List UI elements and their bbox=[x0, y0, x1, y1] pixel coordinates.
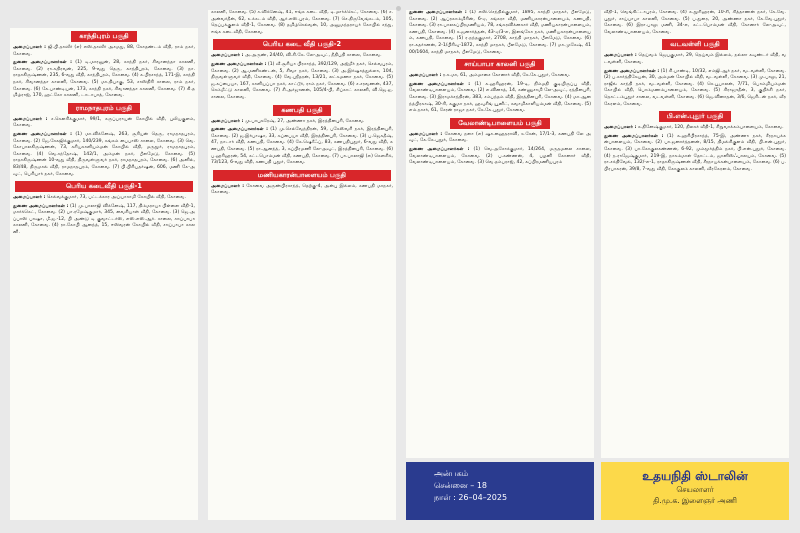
member-entry bbox=[13, 117, 195, 130]
entry-text: (1) சி.பாண்டி, 10/32, எம்ஜி.ஆர் நகர், வடவள்ளி, கோவை. (2) ப.கார்த்திகேயன், 30, அம்மன் கோயில் வீதி, வடவள்ளி, கோவை. (3) மு.பாலு, 21, ராஜீவ் காந்தி நகர், வடவள்ளி, கோவை. (4) செ.பூபாலன், 7/71, பொம்மியம்மன் கோயில் வீதி, பொம்மணம்பாளையம், கோவை. (5) சிராஜுதீன், 3, குறிச்சி நகர், தொட்டம்புதூர் சாலை, வடவள்ளி, கோவை. (6) ஜெ.வினாதன், 3/6, ஜெரிடன் நகர், வீரகேரளம், கோவை. bbox=[604, 68, 786, 107]
signatory-role: செயலாளர் bbox=[676, 485, 714, 494]
role-label: துணை அமைப்பாளர்கள் : bbox=[13, 203, 69, 209]
entry-text: (1) டி.மாரனுன், 28, காந்தி நகர், சிவானந்தா காலனி, கோவை. (2) ரா.கதிரவன், 225, 9-வது தெரு, காந்திபுரம், கோவை. (3) நா.ராதாகிருஷ்ணன், 235, 6-வது வீதி, காந்திபுரம், கோவை. (4) க.பிரசாந்த், 171-இ, காந்தி நகர், சிவானந்தா காலனி, கோவை. (5) மா.தியாகு, 53, சாஸ்திரி சாலை, ராம் நகர், கோவை. (6) கே.பாண்டியன், 173, காந்தி நகர், சிவானந்தா காலனி, கோவை. (7) கி.தமிழ்ராஜ், 170, ஹட்கோ காலனி, டாடாபாத், கோவை. bbox=[13, 60, 195, 99]
entry-text: (1) சு.ஹரிபிரசாந்த், 75-இ, அண்ணா நகர், சீரநாயக்கன்பாளையம், கோவை. (2) பா.ஜனார்த்தனன், 8/15, திமல்சிகுளம் வீதி, பி.என்.புதூர், கோவை. (3) பா.கோகுலகண்ணன், 6-92, மும்மூர்த்திம் நகர், பி.என்.புதூர், கோவை. (4) ந.ராஜேஷ்குமார், 219-இ, நாகம்மாள் தோட்டம், ஜானிஸ்ஃபாலயம், கோவை. (5) ரா.சக்திவேல், 132/-எ-1, ராதாகிருஷ்ணன் வீதி, சீரநாயக்கன்பாளையம், கோவை. (6) ப.பிரபாகரன், 39/8, 7-வது வீதி, கோகுலம் காலனி, வீரகேரளம், கோவை. bbox=[604, 133, 787, 172]
section-heading: வடவள்ளி பகுதி bbox=[662, 39, 728, 50]
column-1 bbox=[10, 28, 198, 520]
role-label: அமைப்பாளர் : bbox=[604, 125, 637, 131]
column-4 bbox=[601, 10, 789, 458]
section-heading: சாய்பாபா காலனி பகுதி bbox=[456, 59, 543, 70]
role-label: துணை அமைப்பாளர்கள் : bbox=[604, 68, 660, 74]
member-entry bbox=[211, 53, 393, 60]
entry-text: (1) வீ.சூரியா பிரசாந்த், 392/129, அஜ்மீர் நகர், செல்வபுரம், கோவை. (2) ஆ.மணிகண்டன், 5, சிவா நகர், கோவை. (3) அ.இர்ஷாத்துல்லா, 104, திருவள்ளுவர் வீதி, கோவை. (4) வே.ஸ்ரீதரன், 13/21, லட்சுமணா நகர், கோவை. (5) ஜ.சுப்பையா, 167, காளியப்பா நகர், காட்டூர், ராம் நகர், கோவை. (6) ச.சரவணன், 437, செம்மீட்டு காலனி, கோவை. (7) சி.அர்ஜுனன், 105/4-பி, சிப்காட் காலனி, வி.ஜெ.ஐ. சாலை, கோவை. bbox=[211, 61, 393, 100]
role-label: துணை அமைப்பாளர்கள் : bbox=[13, 131, 72, 137]
member-entry bbox=[13, 132, 195, 178]
entry-text: (1) மா.விக்னேஷ், 263, சூரியன் தெரு, ராமநாதபுரம், கோவை. (2) ஜே.சேசுஜிக்குமார், 140/239, சுங்கம் பைபாஸ் சாலை, கோவை. (3) வெ.கோபாலகிருஷ்ணன், 73, கரியகாளியம்மன் கோயில் வீதி, மருதூர், ராமநாதபுரம், கோவை. (4) வெ.சந்தோஷ், 142/1, அம்மன் நகர், பீளமேடு, கோவை. (5) ராதாகிருஷ்ணன் 10-வது வீதி, திருவள்ளுவர் நகர், ராமநாதபுரம், கோவை. (6) அனில், 83/48, திருமால் வீதி, ராமநாதபுரம், கோவை. (7) பி.பிரியதர்ஷன், 606, மணி கே-அவுட், பெரியார் நகர், கோவை. bbox=[13, 131, 195, 177]
signatory-name: உதயநிதி ஸ்டாலின் bbox=[642, 469, 748, 483]
member-entry-continued bbox=[211, 10, 393, 36]
entry-text: ச.கௌசிக்குமார், 99/1, கருப்பராயன் கோயில் வீதி, புலியகுளம், கோவை. bbox=[13, 116, 195, 129]
entry-text: வீதி-1, வெங்கிட்டாபுரம், கோவை. (4) க.தூரிஹரன், 10-சி, சித்தாணன் நகர், கே.வே.புதூர், சாய்பாபா காலனி, கோவை. (5) ப.துரை, 20, அண்ணா நகர், கே.வே.புதூர், கோவை. (6) இரா.பாலு மணி, 34-எ, கட்டபொம்மன் வீதி, கோனார் லே-அவுட், வேலாண்டிபாளையம், கோவை. bbox=[604, 10, 786, 35]
entry-text: (1) எஸ்.செந்தில்குமார், 1895, காந்தி மாநகர், பீளமேடு, கோவை. (2) ஆப்ரகாம்மிரின், 6-ஏ, சங்கரா வீதி, மணியகாரன்பாளையம், கணபதி, கோவை. (3) ரா.பாலசுப்பிரமணியம், 78, சங்கரவிக்னகார் வீதி, மணியகாரன்பாளையம், கணபதி, கோவை. (4) க.ஜனார்த்தன், 43-ஏ/3-எ, இளங்கோ நகர், மணியகாரன்பாளையம், கணபதி, கோவை. (5) ர.நந்தகுமார், 2708, காந்தி மாநகர், பீளமேடு, கோவை. (6) ரா.சுதர்சனன், 2-1/பிரிவு-1872, காந்தி மாநகர், பீளமேடு, கோவை. (7) மா.முகேஷ், 4100/1604, காந்தி மாநகர், பீளமேடு, கோவை. bbox=[409, 10, 591, 55]
role-label: அமைப்பாளர் : bbox=[409, 131, 443, 137]
issuer-address-box bbox=[406, 462, 594, 520]
role-label: துணை அமைப்பாளர்கள் : bbox=[604, 133, 664, 139]
member-entry bbox=[13, 60, 195, 100]
role-label: துணை அமைப்பாளர்கள் : bbox=[13, 60, 72, 66]
member-entry-continued bbox=[604, 10, 786, 36]
role-label: அமைப்பாளர் : bbox=[604, 53, 637, 59]
member-entry bbox=[13, 45, 195, 58]
entry-text: செல்வக்குமார், 73, பட்டக்கார அய்யாசாமி கோயில் வீதி, கோவை. bbox=[46, 195, 186, 201]
section-heading: பெரிய கடை வீதி பகுதி-2 bbox=[213, 39, 391, 50]
member-entry bbox=[409, 132, 591, 145]
role-label: துணை அமைப்பாளர்கள் : bbox=[409, 146, 470, 152]
role-label: துணை அமைப்பாளர்கள் : bbox=[211, 127, 268, 133]
member-entry bbox=[211, 119, 393, 126]
member-entry bbox=[211, 127, 393, 167]
section-heading: மணியகாரன்பாளையம் பகுதி bbox=[213, 170, 391, 181]
entry-text: தெய்வம் ஜெயகுமார், 29, தெய்வம் இல்லம், நல்லா கவுண்டர் வீதி, வடவள்ளி, கோவை. bbox=[604, 53, 786, 65]
signature-box bbox=[601, 462, 789, 520]
column-3 bbox=[406, 10, 594, 458]
address-name: அன்பகம் bbox=[434, 469, 469, 478]
member-entry bbox=[409, 73, 591, 80]
entry-text: (1) மு.செல்வேந்திரன், 59, பகேஸ்வரி நகர், இரத்தினபுரி, கோவை. (2) ஜ.இர்பாஷா, 33, சுப்பையா வீதி, இரத்தினபுரி, கோவை. (3) ப.ஜெகதீஷ், 47, நாடார் வீதி, கணபதி, கோவை. (4) கே.ஷெரீஃப், 83, கணபதிபுதூர், 6-வது வீதி, கணபதி, கோவை. (5) ரா.ஆனந்த், 3, சுப்பிரமணி லே-அவுட், இரத்தினபுரி, கோவை. (6) ப.ஹரிஹரன், 54, கட்டபொம்மன் வீதி, கணபதி, கோவை. (7) பா.பாலாஜி (எ) கௌசிக், 73/123, 6-வது வீதி, கணபதி புதூர், கோவை. bbox=[211, 127, 393, 166]
role-label: அமைப்பாளர் : bbox=[211, 118, 244, 124]
member-entry bbox=[604, 134, 786, 174]
page-hole-dot bbox=[396, 6, 401, 11]
signatory-wing: தி.மு.க. இளைஞர் அணி bbox=[653, 496, 737, 505]
column-2 bbox=[208, 10, 396, 520]
role-label: அமைப்பாளர் : bbox=[211, 53, 244, 59]
section-heading: கணபதி பகுதி bbox=[273, 105, 330, 116]
member-entry bbox=[13, 204, 195, 237]
member-entry bbox=[211, 62, 393, 102]
role-label: அமைப்பாளர் : bbox=[13, 45, 46, 50]
entry-text: கோவை அருண்பிரசாந்த், தெற்கு-4, அன்பு இல்லம், கணபதி மாநகர், கோவை. bbox=[211, 183, 393, 196]
role-label: அமைப்பாளர் : bbox=[13, 116, 48, 122]
section-heading: காந்திபுரம் பகுதி bbox=[71, 31, 136, 42]
entry-text: ர.க.மா, 61, அம்மாசை கோனார் வீதி, கே.கே.புதூர், கோவை. bbox=[442, 73, 571, 79]
member-entry bbox=[211, 184, 393, 197]
role-label: அமைப்பாளர் : bbox=[211, 183, 245, 189]
role-label: அமைப்பாளர் : bbox=[13, 195, 46, 201]
address-city: சென்னை – 18 bbox=[434, 481, 488, 490]
entry-text: க.தினேஷ்குமார், 120, திலகர் வீதி-1, சிறுவாக்கம்பாளையம், கோவை. bbox=[637, 125, 784, 131]
member-entry bbox=[604, 69, 786, 109]
role-label: துணை அமைப்பாளர்கள் : bbox=[409, 10, 467, 15]
role-label: துணை அமைப்பாளர்கள் : bbox=[211, 61, 267, 67]
entry-text: மு.பாபுசுரேஷ், 27, அண்ணா நகர், இரத்தினபுரி, கோவை. bbox=[244, 118, 365, 124]
section-heading: பெரிய கடைவீதி பகுதி-1 bbox=[15, 181, 193, 192]
entry-text: ஜி.பி.தாஸீர் (எ) எஸ்.தாஸீர் அசமது, 88, கோதண்டம் வீதி, ராம் நகர், கோவை. bbox=[13, 45, 195, 57]
section-heading: வேலாண்டிபாளையம் பகுதி bbox=[450, 118, 549, 129]
address-date: நாள் : 26–04–2025 bbox=[434, 493, 508, 502]
entry-text: (1) மு.பாலாஜி விக்னேஷ், 117, திம்மராயா பிள்ளை வீதி-1, மார்க்கெட், கோவை. (2) பா.ரமேஷ்குமார், 345, வைசியாள் வீதி, கோவை. (3) ஜெ.அப்பாஸ் பாஷா, மீ.ஐ.-12, பி அண்டு டி குவாட்டர்ஸ், எஸ்.எஸ்.ஆர். சாலை, சாய்பாபா காலனி, கோவை. (4) ரா.கோபி ஆனந்த், 15, ஈஸ்வரன் கோயில் வீதி, சாய்பாபா காலனி. bbox=[13, 203, 195, 236]
entry-text: கோவை நளா (எ) ஷா.ஹைதராவி, உசேன், 17/1-3, கணபதி லே அவுட், கே.கே.புதூர், கோவை. bbox=[409, 131, 591, 144]
section-heading: ராமநாதபுரம் பகுதி bbox=[68, 103, 140, 114]
entry-text: காலனி, கோவை. (5) ச.விக்னேஷ், 41, ஈங்க கடை வீதி, டி.மார்க்கெட், கோவை. (6) ச.அன்வர்தீன், 62, உக்கடம் வீதி, ஆர்.எஸ்.புரம், கோவை. (7) செ.திருவேங்கடம், 105, தெப்பக்குளம் வீதி-1, கோவை. (8) தமிழ்செல்வன், 10, அனுமந்தராயர் கோயில் சந்து, ஈங்க கடைவீதி, கோவை. bbox=[211, 10, 393, 35]
member-entry bbox=[409, 82, 591, 115]
role-label: துணை அமைப்பாளர்கள் : bbox=[409, 81, 471, 87]
role-label: அமைப்பாளர் : bbox=[409, 73, 442, 79]
entry-text: (1) வெ.அசோக்குமார், 14/264, மருதமலை சாலை, வேலாண்டிபாளையம், கோவை. (2) ப.கண்ணன், 4, பழனி கோனார் வீதி, வேலாண்டிபாளையம், கோவை. (3) வெ.தம்பராஜ், 42, சுப்பிரமணியபுரம் bbox=[409, 146, 591, 166]
member-entry bbox=[13, 195, 195, 202]
section-heading: பி.என்.புதூர் பகுதி bbox=[659, 111, 731, 122]
member-entry bbox=[604, 53, 786, 66]
member-entry bbox=[409, 10, 591, 56]
entry-text: அ.அருண், 24/40, வி.சி.கே. லே-அவுட், நீதிபதி சாலை, கோவை. bbox=[244, 53, 382, 59]
entry-text: (1) சு.ஹரிஹரன், 19-டி, நிம்மதி குடியிருப்பு வீதி, வேலாண்டிபாளையம், கோவை. (2) எ.வினாத், 14, கண்ணுசாமி லே-அவுட், ரத்தினபுரி, கோவை. (3) இராமச்சந்திரன், 383, சம்பந்தம் வீதி, இரத்தினபுரி, கோவை. (4) மா.ஆனந்த்பிரகாஷ், 30-சி, சுகுமா நகர், ஹவுசிங் யூனிட், சுவாமிகாளியம்மன் வீதி, கோவை. (5) எம்.நாசர், 61, சேரன் ராஜா நகர், கே.கே.புதூர், கோவை. bbox=[409, 81, 591, 114]
member-entry bbox=[604, 125, 786, 132]
member-entry bbox=[409, 147, 591, 167]
